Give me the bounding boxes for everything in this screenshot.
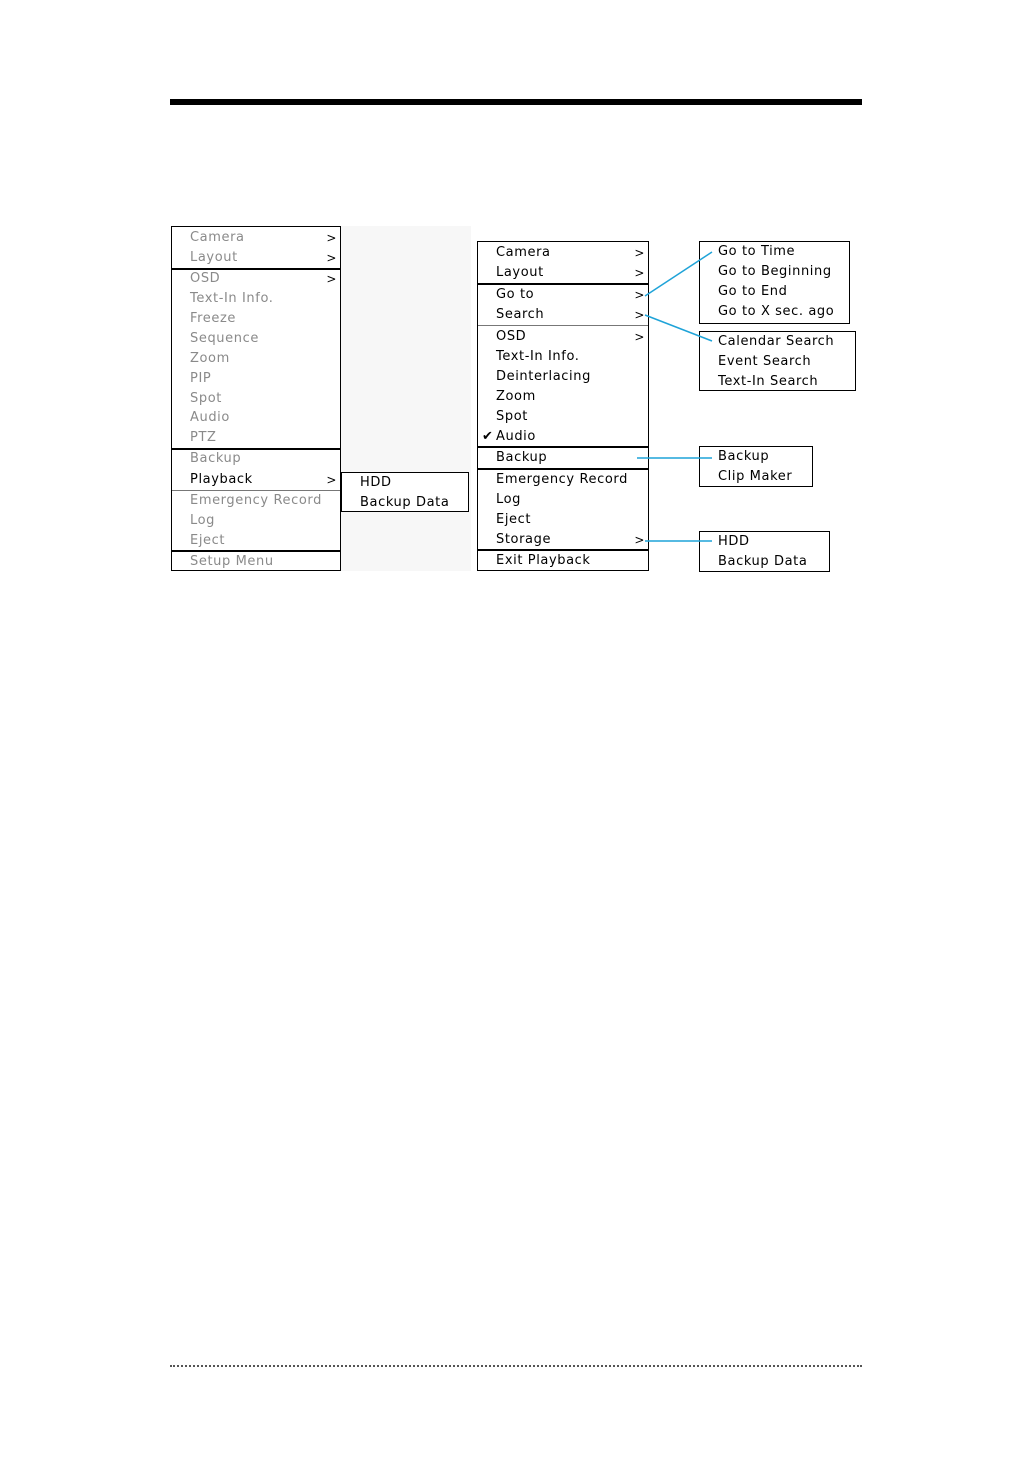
submenu-item-go-to-beginning[interactable] xyxy=(700,262,849,282)
submenu-item-label: Text-In Search xyxy=(718,374,819,389)
submenu-item-label: Go to X sec. ago xyxy=(718,304,835,319)
backup-submenu xyxy=(699,446,813,487)
submenu-item-backup-data[interactable] xyxy=(700,552,829,572)
menu-item-exit-playback[interactable] xyxy=(478,551,648,571)
menu-item-label: Log xyxy=(496,492,522,507)
menu-item-label: Sequence xyxy=(190,331,259,346)
menu-item-spot[interactable] xyxy=(172,389,340,409)
submenu-item-backup-data[interactable] xyxy=(342,493,468,513)
menu-item-pip[interactable] xyxy=(172,369,340,389)
menu-item-go-to[interactable] xyxy=(478,285,648,305)
menu-item-zoom[interactable] xyxy=(478,387,648,407)
chevron-right-icon: > xyxy=(634,533,645,547)
submenu-item-label: Backup Data xyxy=(718,554,808,569)
menu-item-label: Text-In Info. xyxy=(190,291,274,306)
menu-item-label: Zoom xyxy=(496,389,536,404)
menu-item-backup[interactable] xyxy=(172,449,340,469)
playback-submenu xyxy=(341,472,469,512)
menu-item-label: Backup xyxy=(496,450,548,465)
menu-item-layout[interactable] xyxy=(172,248,340,268)
menu-item-audio[interactable] xyxy=(172,408,340,428)
chevron-right-icon: > xyxy=(634,266,645,280)
chevron-right-icon: > xyxy=(326,272,337,286)
menu-item-eject[interactable] xyxy=(172,531,340,551)
menu-item-label: OSD xyxy=(190,271,221,286)
submenu-item-backup[interactable] xyxy=(700,447,812,467)
submenu-item-calendar-search[interactable] xyxy=(700,332,855,352)
menu-item-layout[interactable] xyxy=(478,263,648,283)
menu-item-label: Emergency Record xyxy=(190,493,322,508)
menu-item-label: Playback xyxy=(190,472,253,487)
chevron-right-icon: > xyxy=(326,251,337,265)
menu-item-label: Audio xyxy=(190,410,230,425)
menu-item-label: Eject xyxy=(496,512,532,527)
menu-item-playback[interactable] xyxy=(172,470,340,490)
menu-item-label: Camera xyxy=(190,230,245,245)
menu-item-log[interactable] xyxy=(478,490,648,510)
menu-item-label: Go to xyxy=(496,287,535,302)
chevron-right-icon: > xyxy=(634,330,645,344)
submenu-item-label: Clip Maker xyxy=(718,469,793,484)
menu-item-label: Spot xyxy=(496,409,528,424)
menu-item-emergency-record[interactable] xyxy=(478,470,648,490)
chevron-right-icon: > xyxy=(634,288,645,302)
chevron-right-icon: > xyxy=(634,246,645,260)
menu-item-setup-menu[interactable] xyxy=(172,552,340,572)
menu-item-text-in-info[interactable] xyxy=(478,347,648,367)
menu-item-label: Log xyxy=(190,513,216,528)
goto-submenu xyxy=(699,241,850,324)
submenu-item-text-in-search[interactable] xyxy=(700,372,855,392)
playback-context-menu xyxy=(477,241,649,571)
menu-item-search[interactable] xyxy=(478,305,648,325)
menu-item-label: Setup Menu xyxy=(190,554,274,569)
chevron-right-icon: > xyxy=(326,473,337,487)
menu-separator xyxy=(478,325,648,326)
menu-item-audio[interactable] xyxy=(478,427,648,447)
submenu-item-label: HDD xyxy=(718,534,750,549)
menu-item-label: Text-In Info. xyxy=(496,349,580,364)
menu-item-label: Spot xyxy=(190,391,222,406)
menu-item-freeze[interactable] xyxy=(172,309,340,329)
menu-item-backup[interactable] xyxy=(478,448,648,468)
live-context-menu xyxy=(171,226,341,571)
menu-item-osd[interactable] xyxy=(478,327,648,347)
submenu-item-event-search[interactable] xyxy=(700,352,855,372)
left-menu-backdrop xyxy=(341,226,471,571)
menu-item-deinterlacing[interactable] xyxy=(478,367,648,387)
submenu-item-label: Backup xyxy=(718,449,770,464)
menu-item-label: Camera xyxy=(496,245,551,260)
submenu-item-go-to-x-sec-ago[interactable] xyxy=(700,302,849,322)
menu-item-zoom[interactable] xyxy=(172,349,340,369)
submenu-item-label: Calendar Search xyxy=(718,334,835,349)
search-submenu xyxy=(699,331,856,391)
menu-item-log[interactable] xyxy=(172,511,340,531)
header-rule xyxy=(170,99,862,105)
submenu-item-label: Go to Time xyxy=(718,244,796,259)
menu-item-text-in-info[interactable] xyxy=(172,289,340,309)
submenu-item-label: Go to Beginning xyxy=(718,264,832,279)
menu-item-label: Exit Playback xyxy=(496,553,591,568)
submenu-item-hdd[interactable] xyxy=(700,532,829,552)
menu-item-label: Layout xyxy=(190,250,238,265)
submenu-item-label: Go to End xyxy=(718,284,788,299)
menu-item-sequence[interactable] xyxy=(172,329,340,349)
menu-item-label: Layout xyxy=(496,265,544,280)
submenu-item-label: Event Search xyxy=(718,354,812,369)
menu-item-osd[interactable] xyxy=(172,269,340,289)
menu-item-ptz[interactable] xyxy=(172,428,340,448)
menu-item-label: PIP xyxy=(190,371,212,386)
submenu-item-label: Backup Data xyxy=(360,495,450,510)
menu-item-label: Search xyxy=(496,307,545,322)
submenu-item-clip-maker[interactable] xyxy=(700,467,812,487)
chevron-right-icon: > xyxy=(634,308,645,322)
menu-item-storage[interactable] xyxy=(478,530,648,550)
submenu-item-go-to-end[interactable] xyxy=(700,282,849,302)
submenu-item-go-to-time[interactable] xyxy=(700,242,849,262)
menu-item-label: OSD xyxy=(496,329,527,344)
storage-submenu xyxy=(699,531,830,572)
menu-item-label: Zoom xyxy=(190,351,230,366)
submenu-item-hdd[interactable] xyxy=(342,473,468,493)
checkmark-icon: ✔ xyxy=(482,429,494,444)
footer-rule xyxy=(170,1365,862,1367)
menu-item-camera[interactable] xyxy=(478,243,648,263)
chevron-right-icon: > xyxy=(326,231,337,245)
menu-item-label: PTZ xyxy=(190,430,217,445)
menu-item-emergency-record[interactable] xyxy=(172,491,340,511)
submenu-item-label: HDD xyxy=(360,475,392,490)
menu-item-label: Emergency Record xyxy=(496,472,628,487)
menu-item-label: Storage xyxy=(496,532,552,547)
menu-item-label: Freeze xyxy=(190,311,237,326)
menu-item-camera[interactable] xyxy=(172,228,340,248)
menu-item-label: Audio xyxy=(496,429,536,444)
menu-item-label: Backup xyxy=(190,451,242,466)
menu-item-label: Deinterlacing xyxy=(496,369,591,384)
menu-item-spot[interactable] xyxy=(478,407,648,427)
menu-item-label: Eject xyxy=(190,533,226,548)
menu-item-eject[interactable] xyxy=(478,510,648,530)
